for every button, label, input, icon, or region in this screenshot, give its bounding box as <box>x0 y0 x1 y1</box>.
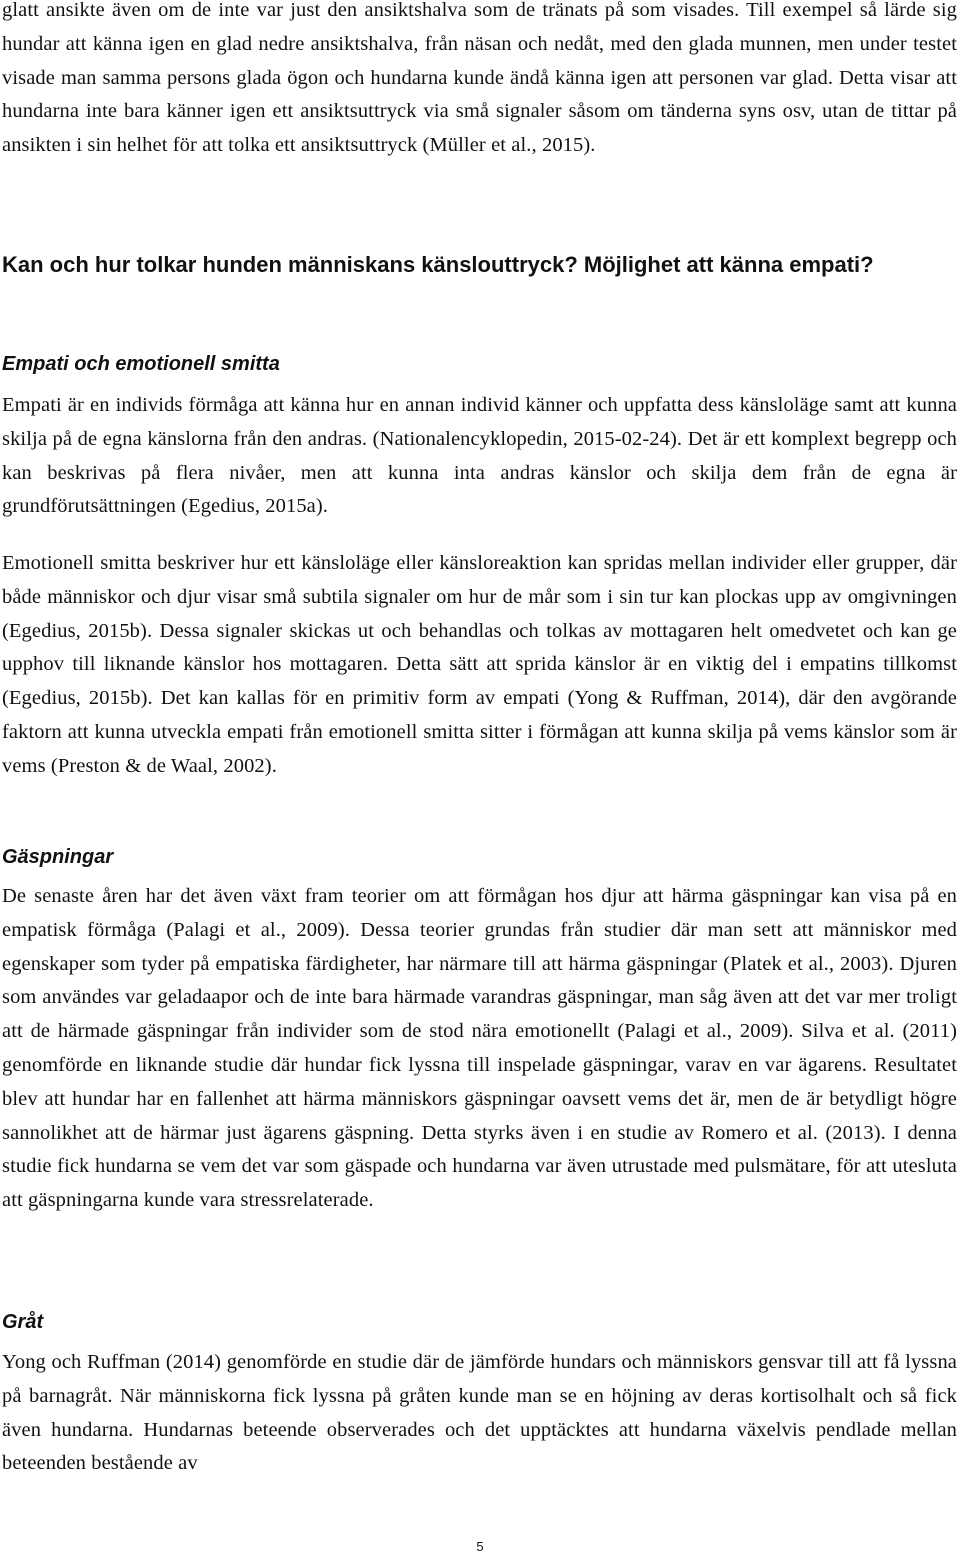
gaspningar-paragraph: De senaste åren har det även växt fram teorier om att förmågan hos djur att härma gäspningar kan visa på en empatisk förmåga (Palagi et al., 2009). Dessa teorier grundas från studier där man sett att människor med egenskaper som tyder på empatiska färdigheter, har närmare till att härma gäspningar (Platek et al., 2003). Djuren som användes var geladaapor och de inte bara härmade varandras gäspningar, man såg även att det var mer troligt att de härmade gäspningar från individer som de stod nära emotionellt (Palagi et al., 2009). Silva et al. (2011) genomförde en liknande studie där hundar fick lyssna till inspelade gäspningar, varav en var ägarens. Resultatet blev att hundar har en fallenhet att härma människors gäspningar oavsett vems det är, men de är betydligt högre sannolikhet att de härmar just ägarens gäspning. Detta styrks även i en studie av Romero et al. (2013). I denna studie fick hundarna se vem det var som gäspade och hundarna var även utrustade med pulsmätare, för att utesluta att gäspningarna kunde vara stressrelaterade. <box>2 885 957 1212</box>
subsection-heading-gaspningar: Gäspningar <box>2 846 114 868</box>
page-number: 5 <box>476 1539 484 1554</box>
grat-paragraph: Yong och Ruffman (2014) genomförde en studie där de jämförde hundars och människors gensvar till att få lyssna på barnagråt. När människorna fick lyssna på gråten kunde man se en höjning av deras kortisolhalt och så fick även hundarna. Hundarnas beteende observerades och det upptäcktes att hundarna växelvis pendlade mellan beteenden bestående av <box>2 1351 957 1475</box>
section-heading: Kan och hur tolkar hunden människans känslouttryck? Möjlighet att känna empati? <box>2 252 874 277</box>
subsection-heading-grat: Gråt <box>2 1311 44 1333</box>
emotionell-smitta-paragraph: Emotionell smitta beskriver hur ett känsloläge eller känsloreaktion kan spridas mellan individer eller grupper, där både människor och djur visar små subtila signaler om hur de mår som i sin tur kan plockas upp av omgivningen (Egedius, 2015b). Dessa signaler skickas ut och behandlas och tolkas av mottagaren helt omedvetet och kan ge upphov till liknande känslor hos mottagaren. Detta sätt att sprida känslor är en viktig del i empatins tillkomst (Egedius, 2015b). Det kan kallas för en primitiv form av empati (Yong & Ruffman, 2014), där den avgörande faktorn att kunna utveckla empati från emotionell smitta sitter i förmågan att kunna skilja på vems känslor som är vems (Preston & de Waal, 2002). <box>2 552 957 777</box>
subsection-heading-empati: Empati och emotionell smitta <box>2 353 280 375</box>
intro-paragraph: glatt ansikte även om de inte var just den ansiktshalva som de tränats på som visades. Till exempel så lärde sig hundar att känna igen en glad nedre ansiktshalva, från näsan och nedåt, med den glada munnen, men under testet visade man samma persons glada ögon och hundarna kunde ändå känna igen att personen var glad. Detta visar att hundarna inte bara känner igen ett ansiktsuttryck via små signaler såsom om tänderna syns osv, utan de tittar på ansikten i sin helhet för att tolka ett ansiktsuttryck (Müller et al., 2015). <box>2 0 957 157</box>
empati-paragraph: Empati är en individs förmåga att känna hur en annan individ känner och uppfatta dess känsloläge samt att kunna skilja på de egna känslorna från den andras. (Nationalencyklopedin, 2015-02-24). Det är ett komplext begrepp och kan beskrivas på flera nivåer, men att kunna inta andras känslor och skilja dem från de egna är grundförutsättningen (Egedius, 2015a). <box>2 394 957 518</box>
